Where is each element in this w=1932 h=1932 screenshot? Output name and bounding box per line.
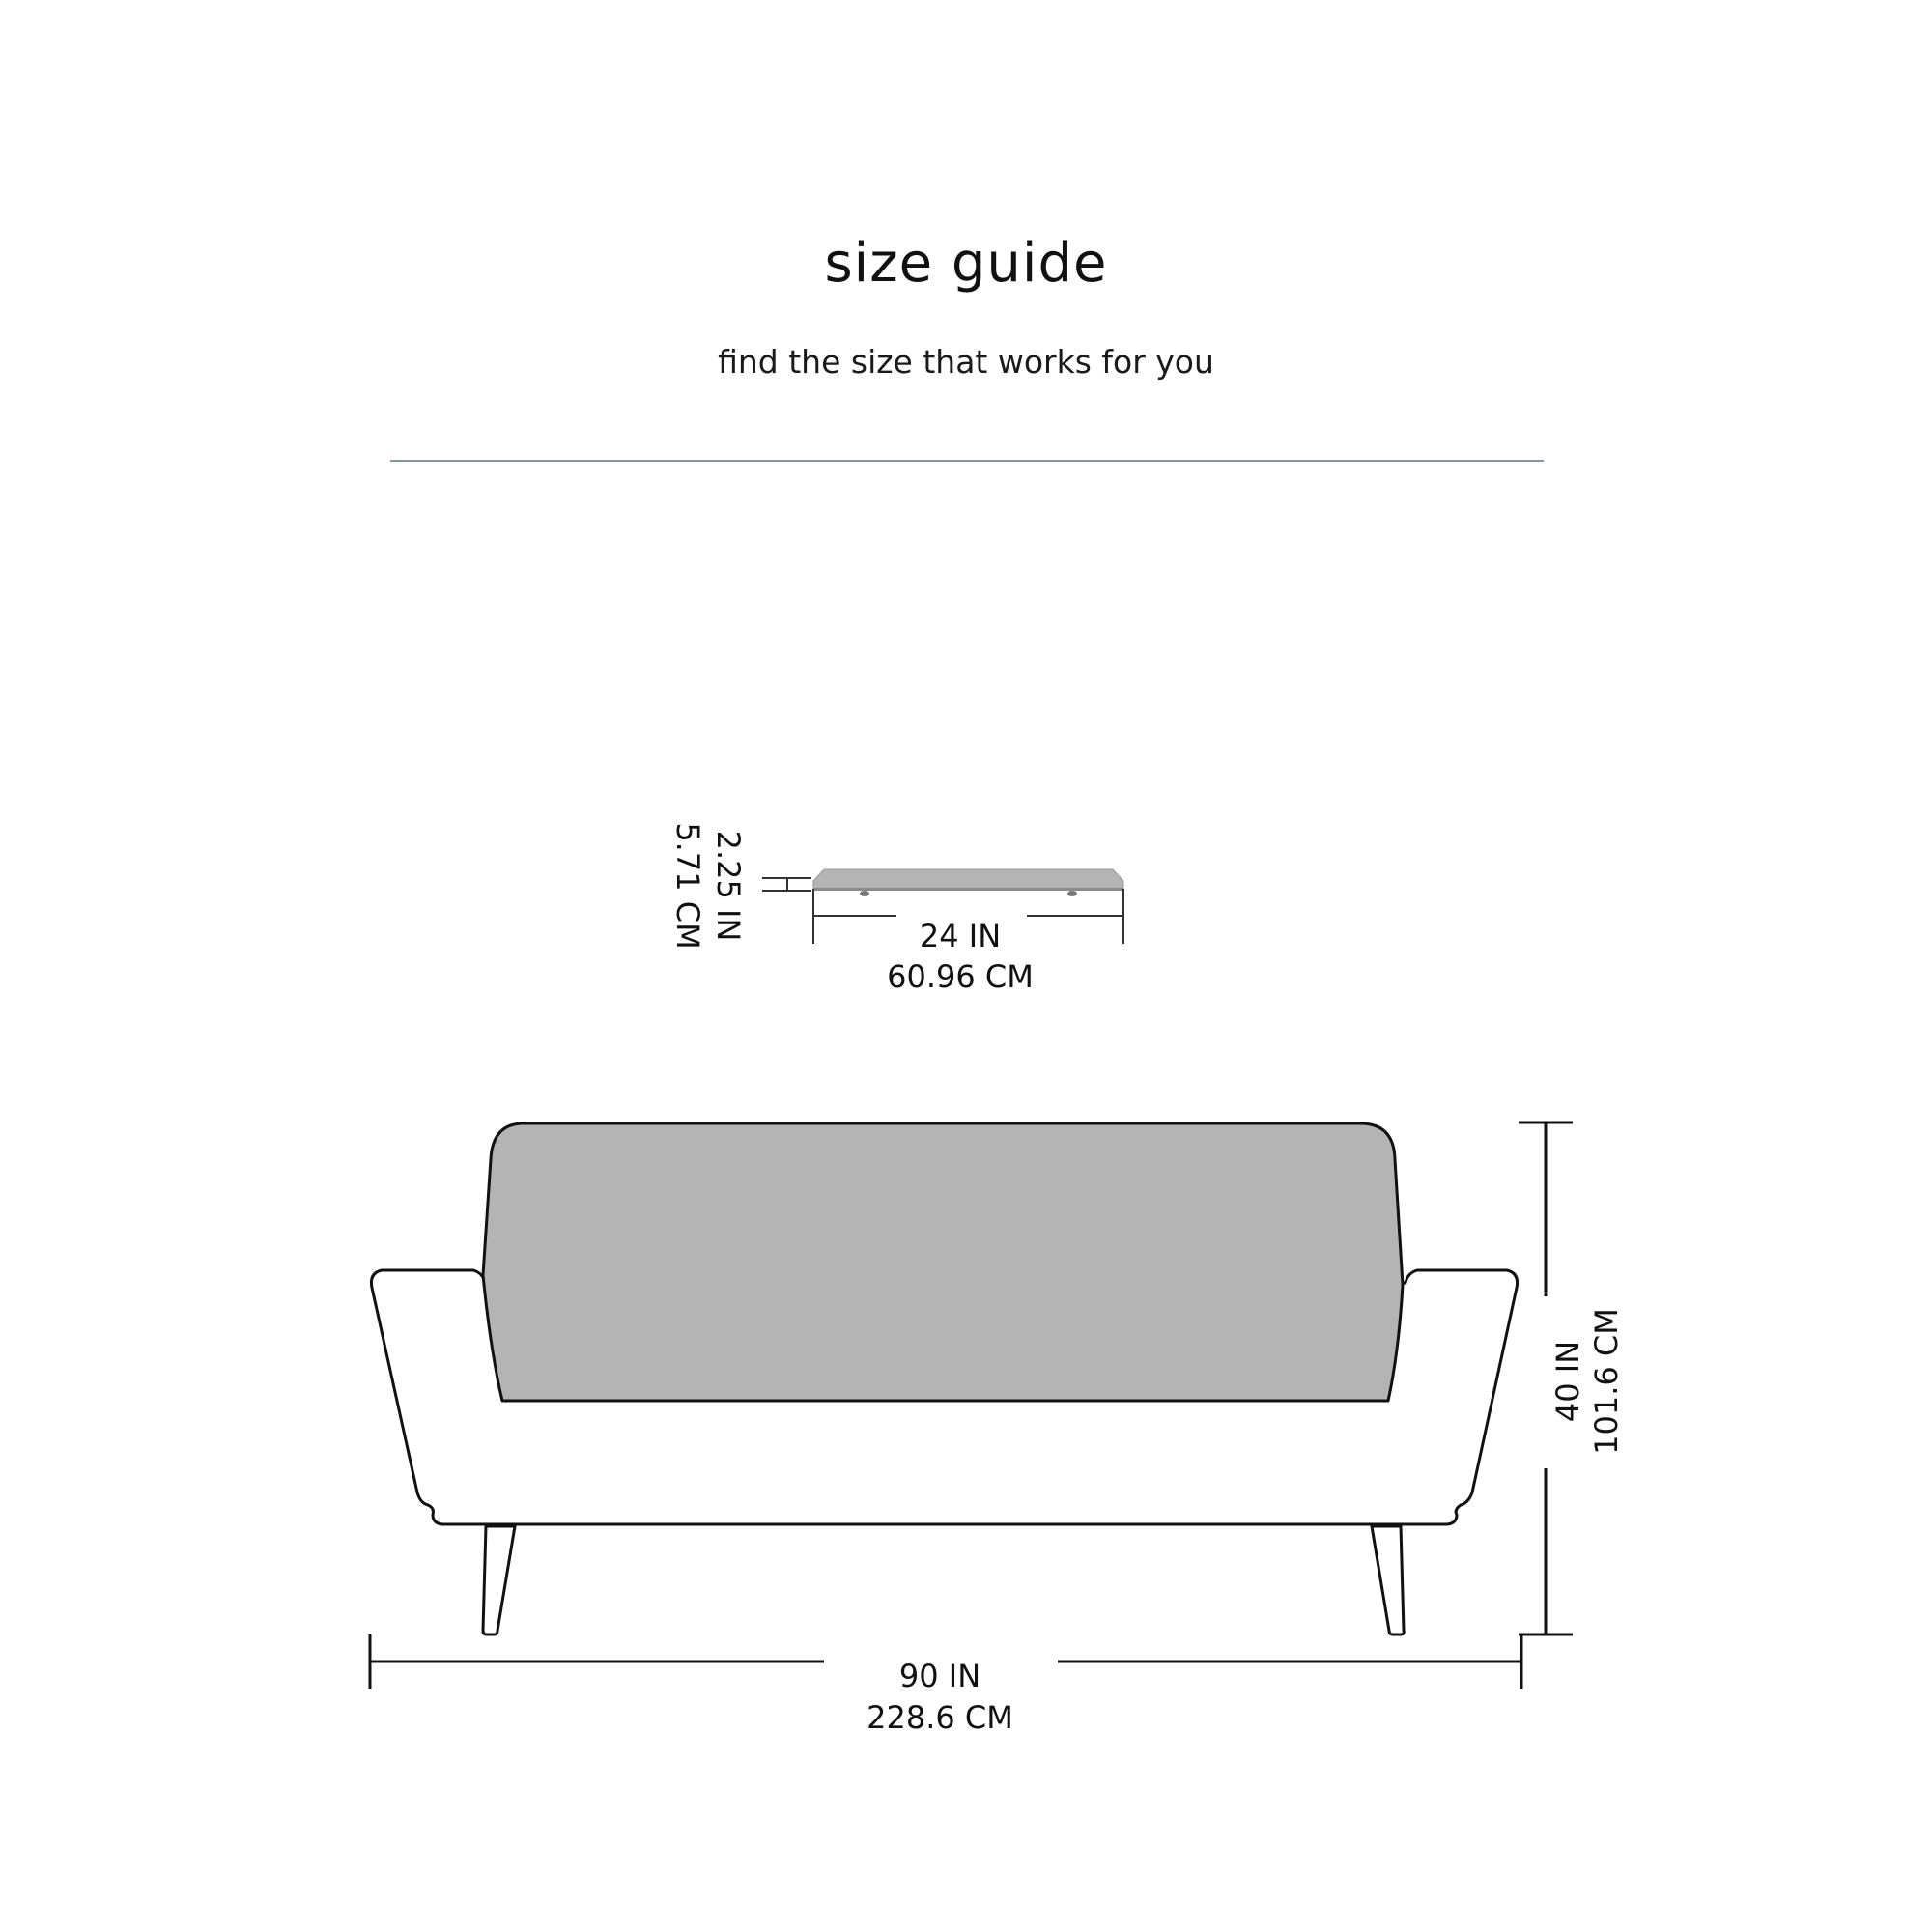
sofa-height-cm: 101.6 CM [1588,1308,1625,1455]
cushion-foot-left [860,891,869,896]
page-title: size guide [824,232,1108,295]
cushion-width-in: 24 IN [919,918,1002,954]
cushion-diagram [669,822,1123,995]
sofa-height-in: 40 IN [1549,1340,1586,1423]
page-subtitle: find the size that works for you [718,343,1214,381]
cushion-bottom-edge [813,888,1123,891]
cushion-thickness-in: 2.25 IN [710,830,747,942]
sofa-back-cushion [483,1123,1403,1402]
sofa-width-in: 90 IN [898,1658,981,1694]
sofa-diagram [370,1122,1625,1736]
cushion-shape [813,869,1123,890]
sofa-leg-right [1372,1526,1404,1634]
cushion-thickness-cm: 5.71 CM [669,822,706,950]
sofa-leg-left [483,1526,515,1634]
cushion-width-cm: 60.96 CM [887,958,1034,995]
sofa-width-cm: 228.6 CM [867,1699,1013,1736]
cushion-foot-right [1067,891,1077,896]
